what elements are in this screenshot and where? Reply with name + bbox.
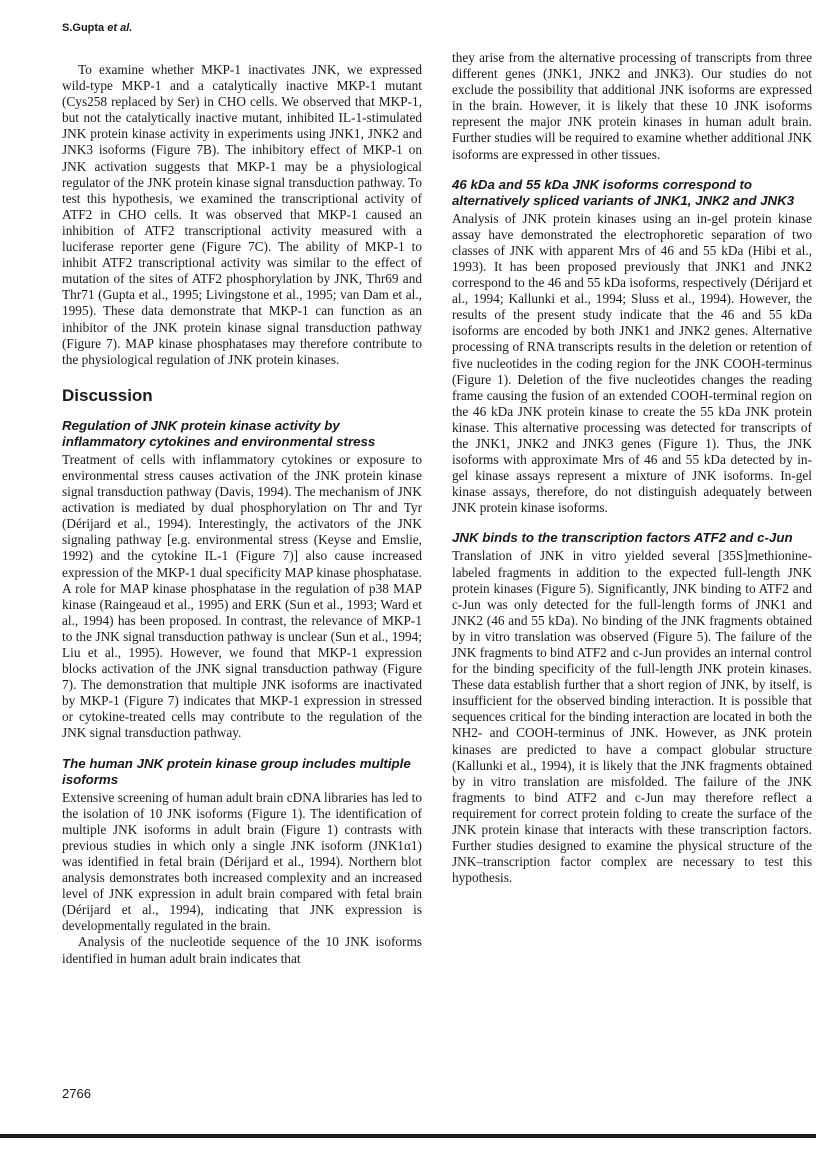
running-head-etal: et al. bbox=[107, 22, 133, 34]
discussion-heading: Discussion bbox=[62, 385, 153, 405]
footer-rule bbox=[0, 1134, 816, 1138]
paragraph-binding: Translation of JNK in vitro yielded several [35S]methionine-labeled fragments in addition to the expected full-length JNK protein kinases (Figure 5). Significantly, JNK binding to ATF2 and c-Jun was only detected for the full-length forms of JNK1 and JNK2 (46 and 55 kDa). No binding of the JNK fragments obtained by in vitro translation was observed (Figure 5). The failure of the JNK fragments to bind ATF2 and c-Jun provides an internal control for the binding specificity of the full-length JNK protein kinases. These data establish further that a short region of JNK, by itself, is insufficient for the observed binding interaction. It is possible that sequences critical for the binding interaction are located in both the NH2- and COOH-terminus of JNK. However, as JNK protein kinases are predicted to have a compact globular structure (Kallunki et al., 1994), it is likely that the JNK fragments obtained by in vitro translation are misfolded. The failure of the JNK fragments to bind ATF2 and c-Jun may therefore reflect a requirement for correct protein folding to create the surface of the JNK protein kinase that interacts with these transcription factors. Further studies designed to examine the physical structure of the JNK–transcription factor complex are necessary to test this hypothesis. bbox=[452, 548, 812, 886]
paragraph-gene-origin: they arise from the alternative processing of transcripts from three different genes (JNK1, JNK2 and JNK3). Our studies do not exclude the possibility that additional JNK isoforms are expressed in the brain. However, it is likely that these 10 JNK isoforms represent the major JNK protein kinases in human adult brain. Further studies will be required to examine whether additional JNK isoforms are expressed in other tissues. bbox=[452, 50, 812, 162]
running-head bbox=[62, 22, 132, 34]
paragraph-mkp1-inhibition: To examine whether MKP-1 inactivates JNK, we expressed wild-type MKP-1 and a catalytically inactive MKP-1 mutant (Cys258 replaced by Ser) in CHO cells. We observed that MKP-1, but not the catalytically inactive mutant, inhibited IL-1-stimulated JNK protein kinase activity in experiments using JNK1, JNK2 and JNK3 isoforms (Figure 7B). The inhibitory effect of MKP-1 on JNK activation suggests that MKP-1 may be a physiological regulator of the JNK protein kinase signal transduction pathway. To test this hypothesis, we examined the transcriptional activity of ATF2 in CHO cells. It was observed that MKP-1 caused an inhibition of ATF2 transcriptional activity measured with a luciferase reporter gene (Figure 7C). The ability of MKP-1 to inhibit ATF2 transcriptional activity was similar to the effect of mutation of the sites of ATF2 phosphorylation by JNK, Thr69 and Thr71 (Gupta et al., 1995; Livingstone et al., 1995; van Dam et al., 1995). These data demonstrate that MKP-1 can function as an inhibitor of the JNK protein kinase signal transduction pathway (Figure 7). MAP kinase phosphatases may therefore contribute to the physiological regulation of JNK protein kinases. bbox=[62, 62, 422, 367]
right-column bbox=[452, 50, 812, 886]
paragraph-isoforms: Extensive screening of human adult brain cDNA libraries has led to the isolation of 10 JNK isoforms (Figure 1). The identification of multiple JNK isoforms in adult brain (Figure 1) contrasts with previous studies in which only a single JNK isoform (JNK1α1) was identified in fetal brain (Dérijard et al., 1994). Northern blot analysis demonstrates both increased complexity and an increased level of JNK expression in adult brain compared with fetal brain (Dérijard et al., 1994), indicating that JNK expression is developmentally regulated in the brain. bbox=[62, 789, 422, 934]
paragraph-regulation: Treatment of cells with inflammatory cytokines or exposure to environmental stress causes activation of the JNK protein kinase signal transduction pathway (Davis, 1994). The mechanism of JNK activation is mediated by dual phosphorylation on Thr and Tyr (Dérijard et al., 1994). Interestingly, the activators of the JNK signaling pathway [e.g. environmental stress (Keyse and Emslie, 1992) and the cytokine IL-1 (Figure 7)] also cause increased expression of the MKP-1 dual specificity MAP kinase phosphatase. A role for MAP kinase phosphatase in the regulation of p38 MAP kinase (Raingeaud et al., 1995) and ERK (Sun et al., 1993; Ward et al., 1994) has been proposed. In contrast, the relevance of MKP-1 to the JNK signal transduction pathway is unclear (Sun et al., 1994; Liu et al., 1995). However, we found that MKP-1 expression blocks activation of the JNK signal transduction pathway (Figure 7). The demonstration that multiple JNK isoforms are inactivated by MKP-1 (Figure 7) indicates that MKP-1 expression in stressed or cytokine-treated cells may contribute to the regulation of the JNK signal transduction pathway. bbox=[62, 451, 422, 741]
page-number: 2766 bbox=[62, 1086, 91, 1101]
subheading-regulation: Regulation of JNK protein kinase activity by inflammatory cytokines and environmental stress bbox=[62, 417, 376, 449]
paragraph-nucleotide-analysis: Analysis of the nucleotide sequence of the 10 JNK isoforms identified in human adult brain indicates that bbox=[62, 934, 422, 966]
paragraph-splice-variants: Analysis of JNK protein kinases using an in-gel protein kinase assay have demonstrated the electrophoretic separation of two classes of JNK with apparent Mrs of 46 and 55 kDa (Hibi et al., 1993). It has been proposed previously that JNK1 and JNK2 correspond to the 46 and 55 kDa isoforms, respectively (Dérijard et al., 1994; Kallunki et al., 1994; Sluss et al., 1994). However, the results of the present study indicate that the 46 and 55 kDa isoforms are encoded by both JNK1 and JNK2 genes. Alternative processing of RNA transcripts results in the deletion or retention of five nucleotides in the coding region for the JNK COOH-terminus (Figure 1). Deletion of the five nucleotides changes the reading frame causing the fusion of an extended COOH-terminal region on the 46 kDa JNK protein kinase to create the 55 kDa JNK protein kinase. This alternative processing was detected for transcripts of the JNK1, JNK2 and JNK3 genes (Figure 1). Thus, the JNK isoforms with approximate Mrs of 46 and 55 kDa detected by in-gel kinase assays represent a mixture of JNK isoforms. In-gel kinase assays, therefore, do not distinguish adequately between JNK protein kinase isoforms. bbox=[452, 210, 812, 516]
subheading-splice-variants: 46 kDa and 55 kDa JNK isoforms correspond to alternatively spliced variants of JNK1, JNK2 and JNK3 bbox=[452, 176, 795, 208]
subheading-binding: JNK binds to the transcription factors ATF2 and c-Jun bbox=[452, 530, 793, 546]
running-head-author: S.Gupta bbox=[62, 22, 105, 34]
left-column bbox=[62, 62, 422, 967]
subheading-isoforms: The human JNK protein kinase group includes multiple isoforms bbox=[62, 755, 411, 787]
